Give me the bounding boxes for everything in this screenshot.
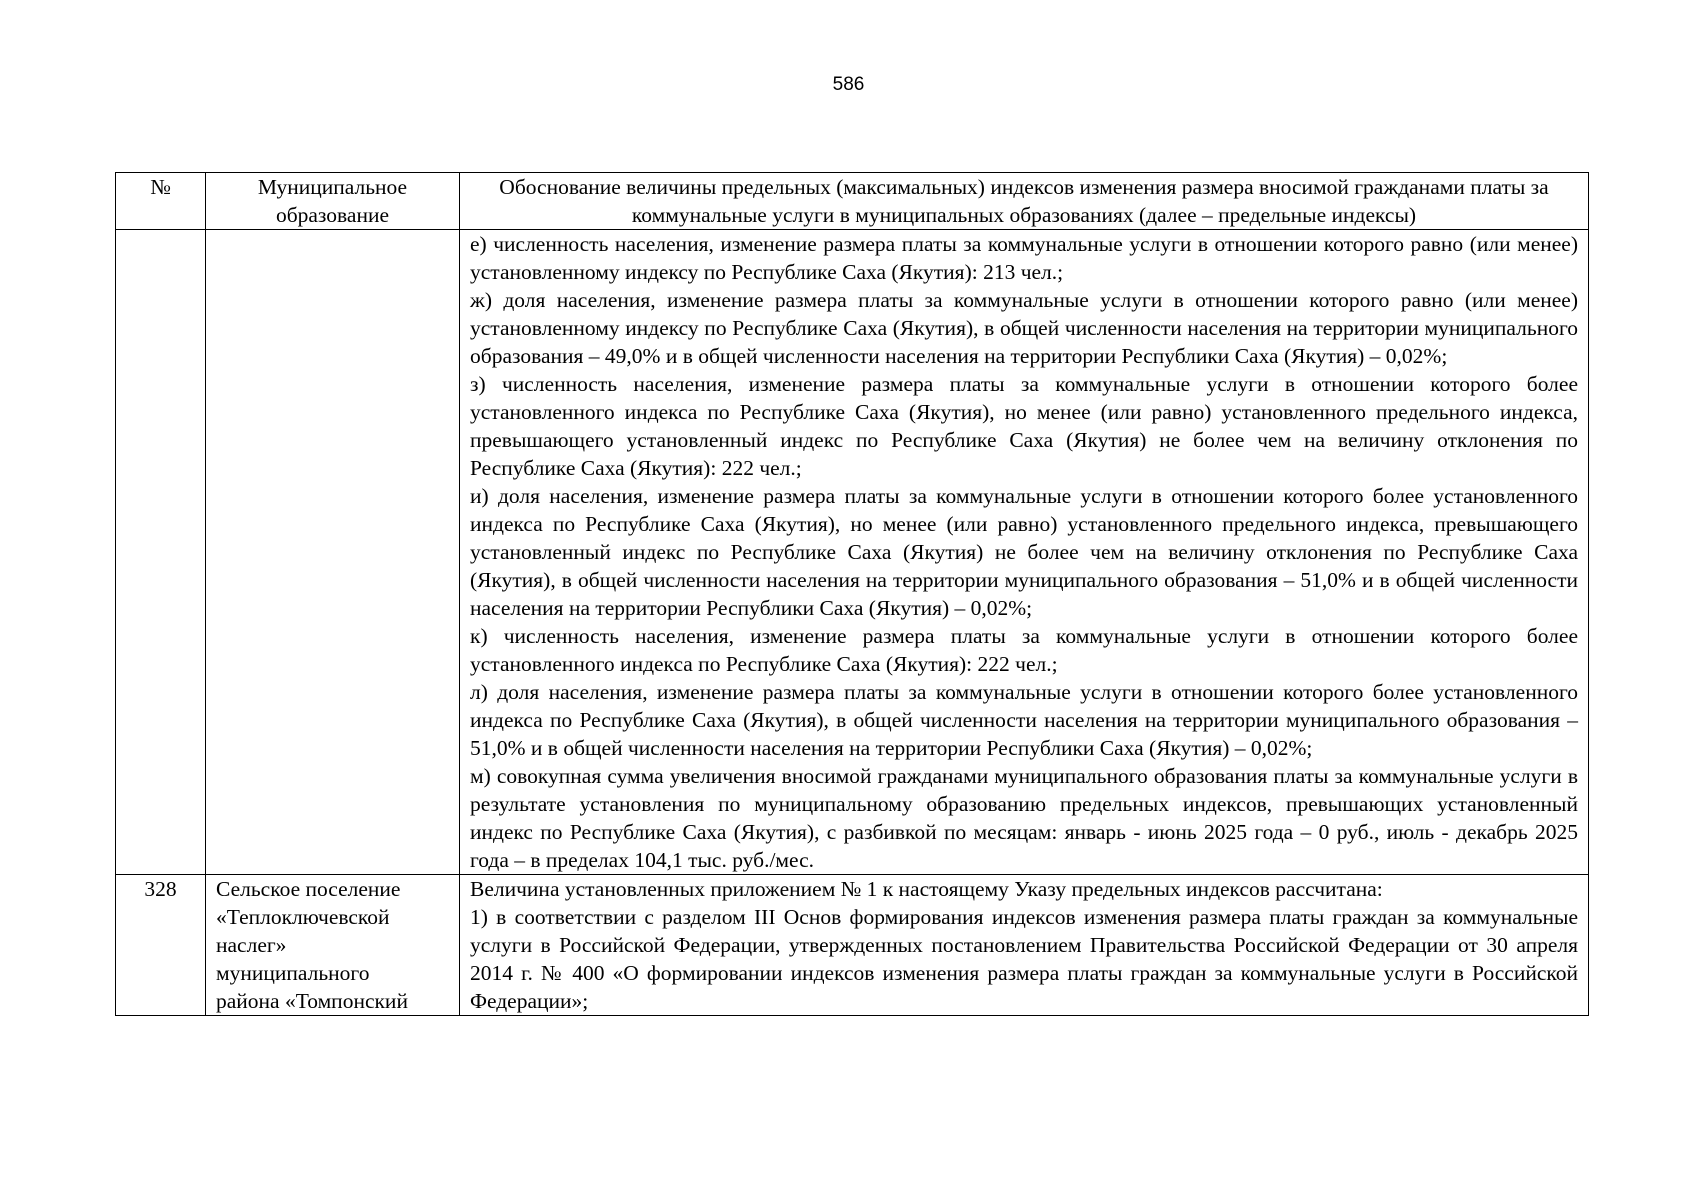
paragraph-z: з) численность населения, изменение размера платы за коммунальные услуги в отношении которого более установленного индекса по Республике Саха (Якутия), но менее (или равно) установленного предельного индекса, превышающего установленный индекс по Республике Саха (Якутия) не более чем на величину отклонения по Республике Саха (Якутия): 222 чел.;: [470, 372, 1578, 480]
municipality-line: наслег»: [216, 933, 287, 957]
header-number: №: [116, 173, 206, 230]
row-municipality: [206, 875, 460, 1016]
row-number: [116, 230, 206, 875]
paragraph-zh: ж) доля населения, изменение размера платы за коммунальные услуги в отношении которого равно (или менее) установленному индексу по Республике Саха (Якутия), в общей численности населения на территории муниципального образования – 49,0% и в общей численности населения на территории Республики Саха (Якутия) – 0,02%;: [470, 288, 1578, 368]
paragraph-l: л) доля населения, изменение размера платы за коммунальные услуги в отношении которого более установленного индекса по Республике Саха (Якутия), в общей численности населения на территории муниципального образования – 51,0% и в общей численности населения на территории Республики Саха (Якутия) – 0,02%;: [470, 680, 1578, 760]
municipality-line: «Теплоключевской: [216, 905, 390, 929]
row-justification: [460, 230, 1589, 875]
row-municipality: [206, 230, 460, 875]
paragraph-intro: Величина установленных приложением № 1 к настоящему Указу предельных индексов рассчитана:: [470, 877, 1383, 901]
header-municipality: Муниципальное образование: [206, 173, 460, 230]
municipality-line: района «Томпонский: [216, 989, 408, 1013]
paragraph-1: 1) в соответствии с разделом III Основ формирования индексов изменения размера платы граждан за коммунальные услуги в Российской Федерации, утвержденных постановлением Правительства Российской Федерации от 30 апреля 2014 г. № 400 «О формировании индексов изменения размера платы граждан за коммунальные услуги в Российской Федерации»;: [470, 905, 1578, 1013]
header-justification: Обоснование величины предельных (максимальных) индексов изменения размера вносимой гражданами платы за коммунальные услуги в муниципальных образованиях (далее – предельные индексы): [460, 173, 1589, 230]
page-number: 586: [832, 74, 865, 95]
paragraph-e: е) численность населения, изменение размера платы за коммунальные услуги в отношении которого равно (или менее) установленному индексу по Республике Саха (Якутия): 213 чел.;: [470, 232, 1578, 284]
row-number: 328: [116, 875, 206, 1016]
row-justification: [460, 875, 1589, 1016]
justification-table: [115, 172, 1589, 1016]
municipality-line: Сельское поселение: [216, 877, 401, 901]
municipality-line: муниципального: [216, 961, 370, 985]
paragraph-k: к) численность населения, изменение размера платы за коммунальные услуги в отношении которого более установленного индекса по Республике Саха (Якутия): 222 чел.;: [470, 624, 1578, 676]
paragraph-m: м) совокупная сумма увеличения вносимой гражданами муниципального образования платы за коммунальные услуги в результате установления по муниципальному образованию предельных индексов, превышающих установленный индекс по Республике Саха (Якутия), с разбивкой по месяцам: январь - июнь 2025 года – 0 руб., июль - декабрь 2025 года – в пределах 104,1 тыс. руб./мес.: [470, 764, 1578, 872]
table-header-row: [116, 173, 1589, 230]
table-row: [116, 875, 1589, 1016]
table-row: [116, 230, 1589, 875]
paragraph-i: и) доля населения, изменение размера платы за коммунальные услуги в отношении которого более установленного индекса по Республике Саха (Якутия), но менее (или равно) установленного предельного индекса, превышающего установленный индекс по Республике Саха (Якутия) не более чем на величину отклонения по Республике Саха (Якутия), в общей численности населения на территории муниципального образования – 51,0% и в общей численности населения на территории Республики Саха (Якутия) – 0,02%;: [470, 484, 1578, 620]
